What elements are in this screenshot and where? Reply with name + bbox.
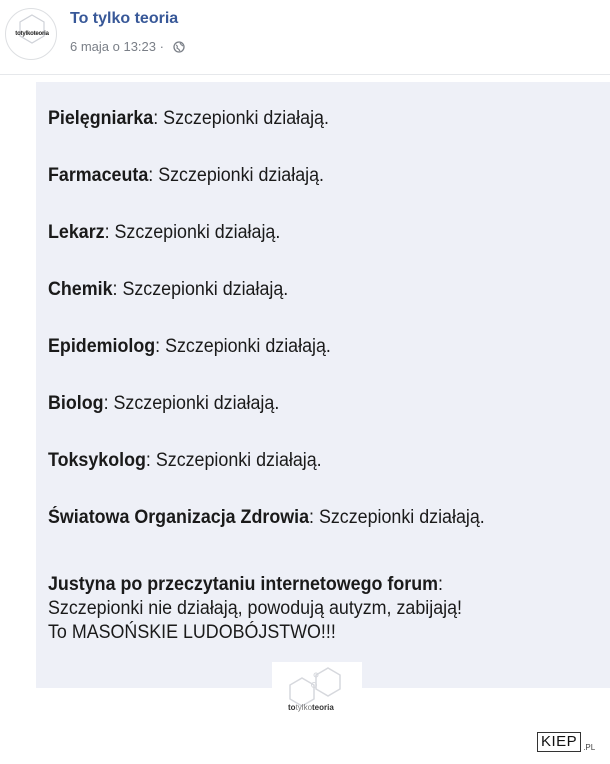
post-image[interactable] xyxy=(36,82,610,688)
post-meta xyxy=(70,38,185,54)
final-line-2: Szczepionki nie działają, powodują autyzm, zabijają! xyxy=(48,598,462,619)
statement-line: Biolog: Szczepionki działają. xyxy=(48,393,280,414)
footer-logo xyxy=(272,662,362,728)
post-header xyxy=(0,0,610,74)
page-name-link[interactable]: To tylko teoria xyxy=(70,10,179,27)
page-avatar[interactable] xyxy=(5,8,57,60)
statement-line: Lekarz: Szczepionki działają. xyxy=(48,222,281,243)
statement-line: Pielęgniarka: Szczepionki działają. xyxy=(48,108,329,129)
hexagon-logo-icon xyxy=(272,662,362,728)
statement-line: Toksykolog: Szczepionki działają. xyxy=(48,450,322,471)
post-timestamp[interactable]: 6 maja o 13:23 xyxy=(70,39,157,55)
watermark-suffix: .PL xyxy=(583,743,596,752)
meta-separator: · xyxy=(159,39,164,55)
final-line-3: To MASOŃSKIE LUDOBÓJSTWO!!! xyxy=(48,622,336,643)
final-who: Justyna po przeczytaniu internetowego forum xyxy=(48,574,438,595)
statement-line: Farmaceuta: Szczepionki działają. xyxy=(48,165,324,186)
header-divider xyxy=(0,74,610,75)
statement-line: Chemik: Szczepionki działają. xyxy=(48,279,289,300)
globe-icon[interactable] xyxy=(173,41,185,53)
statement-line: Epidemiolog: Szczepionki działają. xyxy=(48,336,331,357)
footer-logo-text: totylkoteoria xyxy=(288,703,334,712)
avatar-logo-text: totylkoteoria xyxy=(15,31,49,37)
statement-line: Światowa Organizacja Zdrowia: Szczepionki działają. xyxy=(48,507,485,528)
watermark-brand: KIEP xyxy=(537,732,581,752)
final-statement: Justyna po przeczytaniu internetowego forum: Szczepionki nie działają, powodują autyzm, zabijają! To MASOŃSKIE LUDOBÓJSTWO!!! xyxy=(48,574,462,643)
site-watermark xyxy=(537,732,595,752)
